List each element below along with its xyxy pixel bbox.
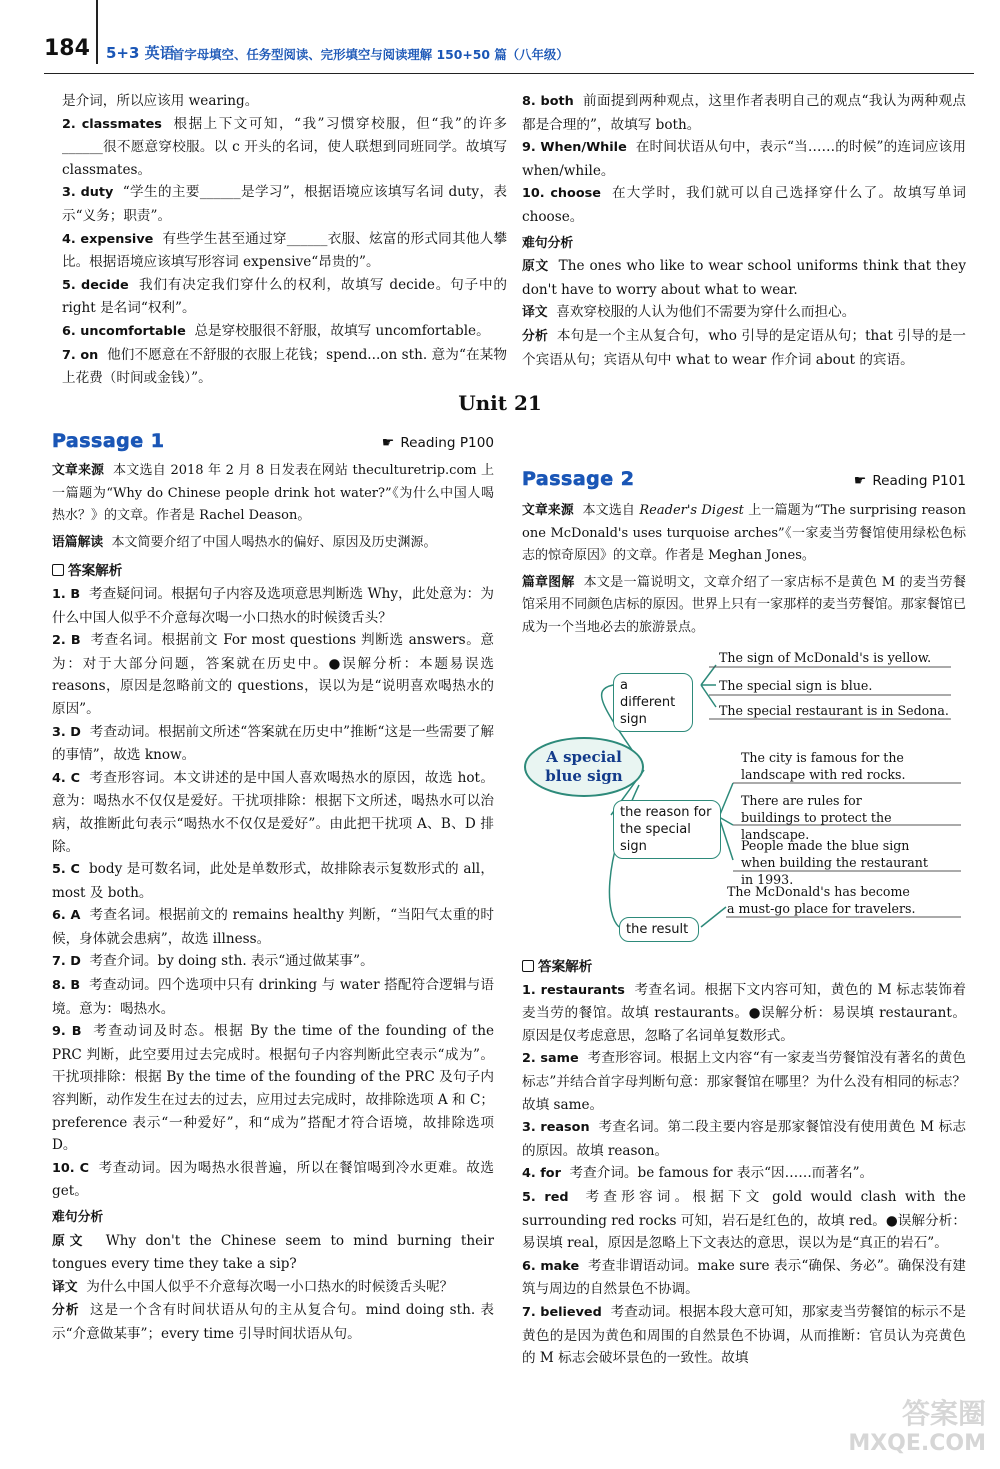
- passage1-header: [52, 430, 494, 460]
- original-sentence: 原文 Why don't the Chinese seem to mind burning their tongues every time they take a sip?: [52, 1232, 495, 1273]
- answer-item: 3. duty “学生的主要______是学习”，根据语境应该填写名词 duty，表示“义务；职责”。: [62, 184, 507, 224]
- answer-item: 7. believed 考查动词。根据本段大意可知，那家麦当劳餐馆的标示不是黄色的是因为黄色和周围的自然景色不协调，从而推断：官员认为亮黄色的 M 标志会破坏景色的一致性。故填: [522, 1303, 966, 1367]
- watermark: 答案圈 MXQE.COM: [848, 1397, 986, 1456]
- answer-item: 3. D 考查动词。根据前文所述“答案就在历史中”推断“这是一些需要了解的事情”，故选 know。: [52, 723, 494, 764]
- answer-item: 1. B 考查疑问词。根据句子内容及选项意思判断选 Why，此处意为：为什么中国人似乎不介意每次喝一小口热水的时候烫舌头？: [52, 585, 494, 626]
- analysis: 分析 这是一个含有时间状语从句的主从复合句。mind doing sth. 表示“介意做某事”；every time 引导时间状语从句。: [52, 1302, 494, 1342]
- book-title: 首字母填空、任务型阅读、完形填空与阅读理解 150+50 篇（八年级）: [172, 47, 569, 62]
- answer-item: 5. decide 我们有决定我们穿什么的权利，故填写 decide。句子中的 right 是名词“权利”。: [62, 276, 507, 317]
- answer-item: 4. for 考查介词。be famous for 表示“因……而著名”。: [522, 1165, 874, 1182]
- brand-logo: 5+3 英语: [106, 44, 175, 62]
- passage2-header: [522, 468, 966, 500]
- answer-item: 5. C body 是可数名词，此处是单数形式，故排除表示复数形式的 all，most 及 both。: [52, 861, 494, 901]
- answer-item: 4. C 考查形容词。本文讲述的是中国人喜欢喝热水的原因，故选 hot。意为：喝热水不仅仅是爱好。干扰项排除：根据下文所述，喝热水可以治病，故推断此句表示“喝热水不仅仅是爱好”。由此把干扰项 A、B、D 排除。: [52, 769, 494, 855]
- mind-map-leaf: The special restaurant is in Sedona.: [719, 703, 949, 718]
- mind-map-leaf: The special sign is blue.: [719, 678, 873, 693]
- answer-item: 2. same 考查形容词。根据上文内容“有一家麦当劳餐馆没有著名的黄色标志”并结合首字母判断句意：那家餐馆在哪里？为什么没有相同的标志？故填 same。: [522, 1050, 966, 1113]
- original-sentence: 原文 The ones who like to wear school uniforms think that they don't have to worry about what to wear.: [522, 258, 966, 298]
- passage1-column: [52, 430, 494, 1346]
- passage2-title: Passage 2: [522, 468, 635, 490]
- answer-item: 8. both 前面提到两种观点，这里作者表明自己的观点“我认为两种观点都是合理的”，故填写 both。: [522, 93, 966, 133]
- mind-map-leaf: There are rules for buildings to protect the landscape.: [741, 793, 892, 842]
- answer-item: 7. on 他们不愿意在不舒服的衣服上花钱；spend...on sth. 意为“在某物上花费（时间或金钱）”。: [62, 346, 508, 387]
- translation: 译文 喜欢穿校服的人认为他们不需要为穿什么而担心。: [522, 304, 856, 321]
- top-right-column: [522, 90, 966, 371]
- answer-item: 1. restaurants 考查名词。根据下文内容可知，黄色的 M 标志装饰着麦当劳的餐馆。故填 restaurants。●误解分析：易误填 restaurant。原因是仅考虑意思，忽略了名词单复数形式。: [522, 981, 966, 1044]
- answer-item: 是介词，所以应该用 wearing。: [62, 93, 259, 109]
- article-source: 文章来源 本文选自 Reader's Digest 上一篇题为“The surprising reason one McDonald's uses turquoise arches”《一家麦当劳餐馆使用绿松色标志的惊奇原因》的文章。作者是 Meghan Jones。: [522, 503, 966, 564]
- mind-map-leaf: The sign of McDonald's is yellow.: [719, 650, 932, 665]
- mind-map-leaf: The McDonald's has become a must-go place for travelers.: [727, 884, 916, 916]
- answer-item: 8. B 考查动词。四个选项中只有 drinking 与 water 搭配符合逻辑与语境。意为：喝热水。: [52, 977, 494, 1017]
- passage-overview: 语篇解读 本文简要介绍了中国人喝热水的偏好、原因及历史渊源。: [52, 534, 437, 550]
- mind-map-branch: the result: [619, 917, 699, 942]
- answer-item: 9. When/While 在时间状语从句中，表示“当……的时候”的连词应该用 when/while。: [522, 139, 966, 179]
- mind-map-leaf: The city is famous for the landscape with red rocks.: [741, 750, 906, 782]
- top-left-column: [62, 90, 507, 390]
- answer-item: 3. reason 考查名词。第二段主要内容是那家餐馆没有使用黄色 M 标志的原因。故填 reason。: [522, 1119, 966, 1159]
- lock-icon: [52, 564, 64, 576]
- answer-item: 2. B 考查名词。根据前文 For most questions 判断选 answers。意为：对于大部分问题，答案就在历史中。●误解分析：本题易误选 reasons，原因是忽略前文的 questions，误以为是“说明喜欢喝热水的原因”。: [52, 632, 494, 717]
- analysis-heading: 难句分析: [522, 235, 574, 251]
- mind-map: [521, 645, 976, 945]
- mind-map-branch: the reason for the special sign: [613, 800, 721, 859]
- answer-item: 2. classmates 根据上下文可知，“我”习惯穿校服，但“我”的许多______很不愿意穿校服。以 c 开头的名词，使人联想到同班同学。故填写 classmates。: [62, 115, 507, 178]
- reading-ref: ☛ Reading P100: [382, 432, 494, 455]
- answers-heading: 答案解析: [522, 956, 966, 979]
- answer-item: 10. C 考查动词。因为喝热水很普遍，所以在餐馆喝到冷水更难。故选 get。: [52, 1159, 494, 1200]
- analysis: 分析 本句是一个主从复合句，who 引导的是定语从句；that 引导的是一个宾语从句；宾语从句中 what to wear 作介词 about 的宾语。: [522, 327, 966, 368]
- answer-item: 9. B 考查动词及时态。根据 By the time of the founding of the PRC 判断，此空要用过去完成时。根据句子内容判断此空表示“成为”。干扰项排除：根据 By the time of the founding of the PRC 及句子内容判断，动作发生在过去的过去，应用过去完成时，故排除选项 A 和 C；preference 表示“一种爱好”，和“成为”搭配才符合语境，故排除选项 D。: [52, 1023, 494, 1154]
- answer-item: 10. choose 在大学时，我们就可以自己选择穿什么了。故填写单词 choose。: [522, 185, 967, 225]
- pointing-hand-icon: ☛: [853, 473, 867, 489]
- translation: 译文 为什么中国人似乎不介意每次喝一小口热水的时候烫舌头呢？: [52, 1278, 454, 1295]
- passage2-column: [522, 468, 966, 640]
- analysis-heading: 难句分析: [52, 1210, 104, 1225]
- answer-item: 6. A 考查名词。根据前文的 remains healthy 判断，“当阳气太重的时候，身体就会患病”，故选 illness。: [52, 907, 494, 947]
- reading-ref: ☛ Reading P101: [854, 470, 966, 493]
- unit-title: Unit 21: [458, 391, 542, 415]
- mind-map-branch: a different sign: [613, 673, 693, 732]
- answer-item: 7. D 考查介词。by doing sth. 表示“通过做某事”。: [52, 953, 374, 970]
- passage-overview: 篇章图解 本文是一篇说明文，文章介绍了一家店标不是黄色 M 的麦当劳餐馆采用不同颜色店标的原因。世界上只有一家那样的麦当劳餐馆。那家餐馆已成为一个当地必去的旅游景点。: [522, 574, 967, 635]
- passage2-answers: [522, 956, 966, 1370]
- pointing-hand-icon: ☛: [381, 435, 395, 451]
- answer-item: 6. uncomfortable 总是穿校服很不舒服，故填写 uncomfortable。: [62, 322, 490, 339]
- passage1-title: Passage 1: [52, 430, 165, 452]
- lock-icon: [522, 960, 534, 972]
- page-number: 184: [44, 36, 90, 61]
- mind-map-leaf: People made the blue sign when building the restaurant in 1993.: [741, 838, 928, 887]
- answer-item: 6. make 考查非谓语动词。make sure 表示“确保、务必”。确保没有建筑与周边的自然景色不协调。: [522, 1257, 966, 1298]
- header-divider: [96, 0, 98, 64]
- page-header: [44, 30, 974, 74]
- mind-map-center: A special blue sign: [524, 737, 644, 797]
- article-source: 文章来源 本文选自 2018 年 2 月 8 日发表在网站 theculturetrip.com 上一篇题为“Why do Chinese people drink hot water?”《为什么中国人喝热水？》的文章。作者是 Rachel Deason。: [52, 463, 495, 524]
- answers-heading: 答案解析: [52, 560, 494, 583]
- answer-item: 4. expensive 有些学生甚至通过穿______衣服、炫富的形式同其他人攀比。根据语境应该填写形容词 expensive“昂贵的”。: [62, 230, 507, 271]
- answer-item: 5. red 考查形容词。根据下文 gold would clash with the surrounding red rocks 可知，岩石是红色的，故填 red。●误解分析：易误填 real，原因是忽略上下文表达的意思，误以为是“真正的岩石”。: [522, 1188, 966, 1252]
